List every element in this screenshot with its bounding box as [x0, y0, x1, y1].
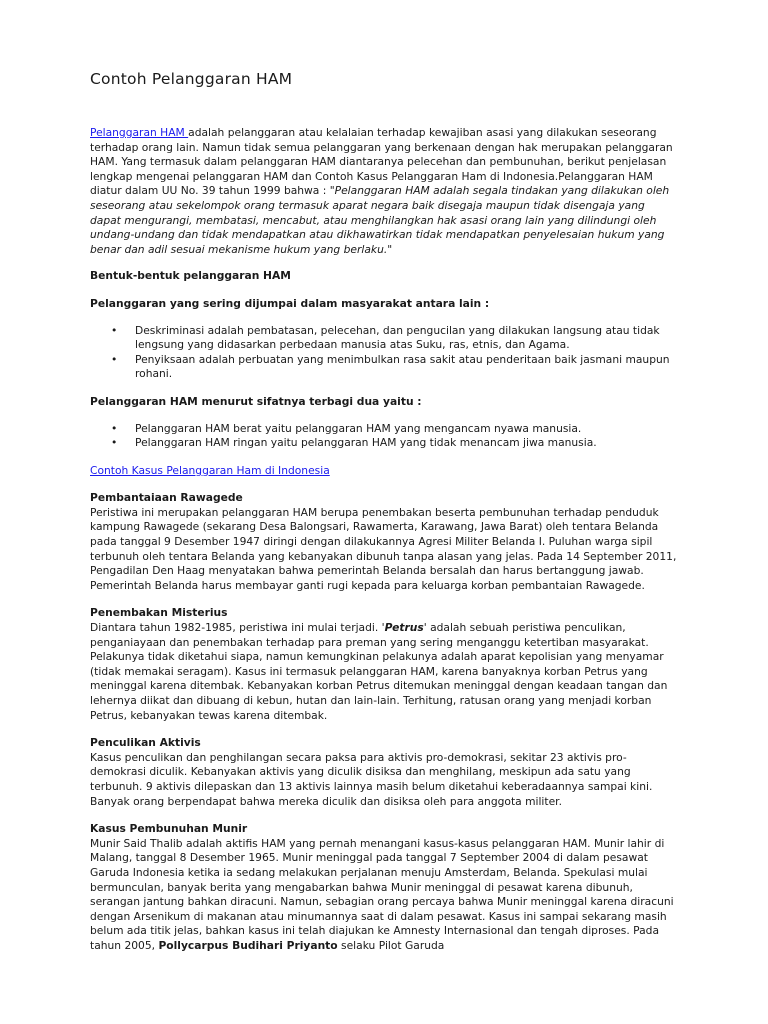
case-text: Peristiwa ini merupakan pelanggaran HAM berupa penembakan beserta pembunuhan terhadap penduduk kampung Rawagede (sekarang Desa Balongsari, Rawamerta, Karawang, Jawa Barat) oleh tentara Belanda pada tanggal 9 Desember 1947 diringi dengan dilakukannya Agresi Militer Belanda I. Puluhan warga sipil terbunuh oleh tentara Belanda yang kebanyakan dibunuh tanpa alasan yang jelas. Pada 14 September 2011, Pengadilan Den Haag menyatakan bahwa pemerintah Belanda bersalah dan harus bertanggung jawab. Pemerintah Belanda harus membayar ganti rugi kepada para keluarga korban pembantaian Rawagede. — [90, 505, 677, 592]
case-emphasis: Pollycarpus Budihari Priyanto — [158, 938, 338, 952]
case-activists — [90, 736, 678, 809]
case-text-start: Diantara tahun 1982-1985, peristiwa ini mulai terjadi. ' — [90, 621, 385, 635]
case-heading: Penculikan Aktivis — [90, 736, 201, 750]
case-petrus — [90, 606, 678, 723]
case-heading: Penembakan Misterius — [90, 606, 228, 620]
common-list — [90, 324, 678, 382]
forms-heading: Bentuk-bentuk pelanggaran HAM — [90, 269, 291, 283]
list-item: • Pelanggaran HAM ringan yaitu pelanggaran HAM yang tidak menancam jiwa manusia. — [135, 436, 678, 451]
case-heading: Pembantaiaan Rawagede — [90, 491, 243, 505]
case-text-end: selaku Pilot Garuda — [337, 938, 445, 952]
intro-text: adalah pelanggaran atau kelalaian terhadap kewajiban asasi yang dilakukan seseorang terhadap orang lain. Namun tidak semua pelanggaran yang berkenaan dengan hak merupakan pelanggaran HAM. Yang termasuk dalam pelanggaran HAM diantaranya pelecehan dan pembunuhan, berikut penjelasan lengkap mengenai pelanggaran HAM dan Contoh Kasus Pelanggaran Ham di Indonesia.Pelanggaran HAM diatur dalam UU No. 39 tahun 1999 bahwa : — [90, 126, 673, 198]
intro-paragraph — [90, 126, 678, 257]
nature-list — [90, 422, 678, 451]
case-text-start: Munir Said Thalib adalah aktifis HAM yang pernah menangani kasus-kasus pelanggaran HAM. Munir lahir di Malang, tanggal 8 Desember 1965. Munir meninggal pada tanggal 7 September 2004 di dalam pesawat Garuda Indonesia ketika ia sedang melakukan perjalanan menuju Amsterdam, Belanda. Spekulasi mulai bermunculan, banyak berita yang mengabarkan bahwa Munir meninggal di pesawat karena dibunuh, serangan jantung bahkan diracuni. Namun, sebagian orang percaya bahwa Munir meninggal karena diracuni dengan Arsenikum di makanan atau minumannya saat di dalam pesawat. Kasus ini sampai sekarang masih belum ada titik jelas, bahkan kasus ini telah diajukan ke Amnesty Internasional dan tengah diproses. Pada tahun 2005, — [90, 836, 674, 952]
case-emphasis: Petrus — [384, 621, 424, 635]
nature-heading: Pelanggaran HAM menurut sifatnya terbagi dua yaitu : — [90, 394, 422, 408]
document-body — [90, 126, 678, 954]
cases-link[interactable]: Contoh Kasus Pelanggaran Ham di Indonesia — [90, 463, 330, 477]
case-text-end: ' adalah sebuah peristiwa penculikan, penganiayaan dan penembakan terhadap para preman yang sering menganggu ketertiban masyarakat. Pelakunya tidak diketahui siapa, namun kemungkinan pelakunya adalah aparat kepolisian yang menyamar (tidak memakai seragam). Kasus ini termasuk pelanggaran HAM, karena banyaknya korban Petrus yang meninggal karena ditembak. Kebanyakan korban Petrus ditemukan meninggal dengan keadaan tangan dan lehernya diikat dan dibuang di kebun, hutan dan lain-lain. Terhitung, ratusan orang yang menjadi korban Petrus, kebanyakan tewas karena ditembak. — [90, 621, 668, 722]
list-item: • Penyiksaan adalah perbuatan yang menimbulkan rasa sakit atau penderitaan baik jasmani maupun rohani. — [135, 353, 678, 382]
cases-link-paragraph — [90, 464, 678, 479]
list-item: • Pelanggaran HAM berat yaitu pelanggaran HAM yang mengancam nyawa manusia. — [135, 422, 678, 437]
case-munir — [90, 822, 678, 953]
list-item: • Deskriminasi adalah pembatasan, pelecehan, dan pengucilan yang dilakukan langsung atau tidak lengsung yang didasarkan perbedaan manusia atas Suku, ras, etnis, dan Agama. — [135, 324, 678, 353]
case-text — [90, 837, 678, 954]
case-text — [90, 621, 678, 723]
common-heading: Pelanggaran yang sering dijumpai dalam masyarakat antara lain : — [90, 296, 490, 310]
intro-quote: "Pelanggaran HAM adalah segala tindakan yang dilakukan oleh seseorang atau sekelompok orang termasuk aparat negara baik disegaja maupun tidak disengaja yang dapat mengurangi, membatasi, mencabut, atau menghilangkan hak asasi orang lain yang dilindungi oleh undang-undang dan tidak mendapatkan atau dikhawatirkan tidak mendapatkan penyelesaian hukum yang benar dan adil sesuai mekanisme hukum yang berlaku." — [90, 184, 670, 256]
case-rawagede — [90, 491, 678, 593]
document-title: Contoh Pelanggaran HAM — [90, 70, 293, 88]
intro-link[interactable]: Pelanggaran HAM — [90, 126, 189, 139]
case-text: Kasus penculikan dan penghilangan secara paksa para aktivis pro-demokrasi, sekitar 23 aktivis pro-demokrasi diculik. Kebanyakan aktivis yang diculik disiksa dan menghilang, meskipun ada satu yang terbunuh. 9 aktivis dilepaskan dan 13 aktivis lainnya masih belum diketahui keberadaannya sampai kini. Banyak orang berpendapat bahwa mereka diculik dan disiksa oleh para anggota militer. — [90, 750, 653, 808]
case-heading: Kasus Pembunuhan Munir — [90, 822, 248, 836]
